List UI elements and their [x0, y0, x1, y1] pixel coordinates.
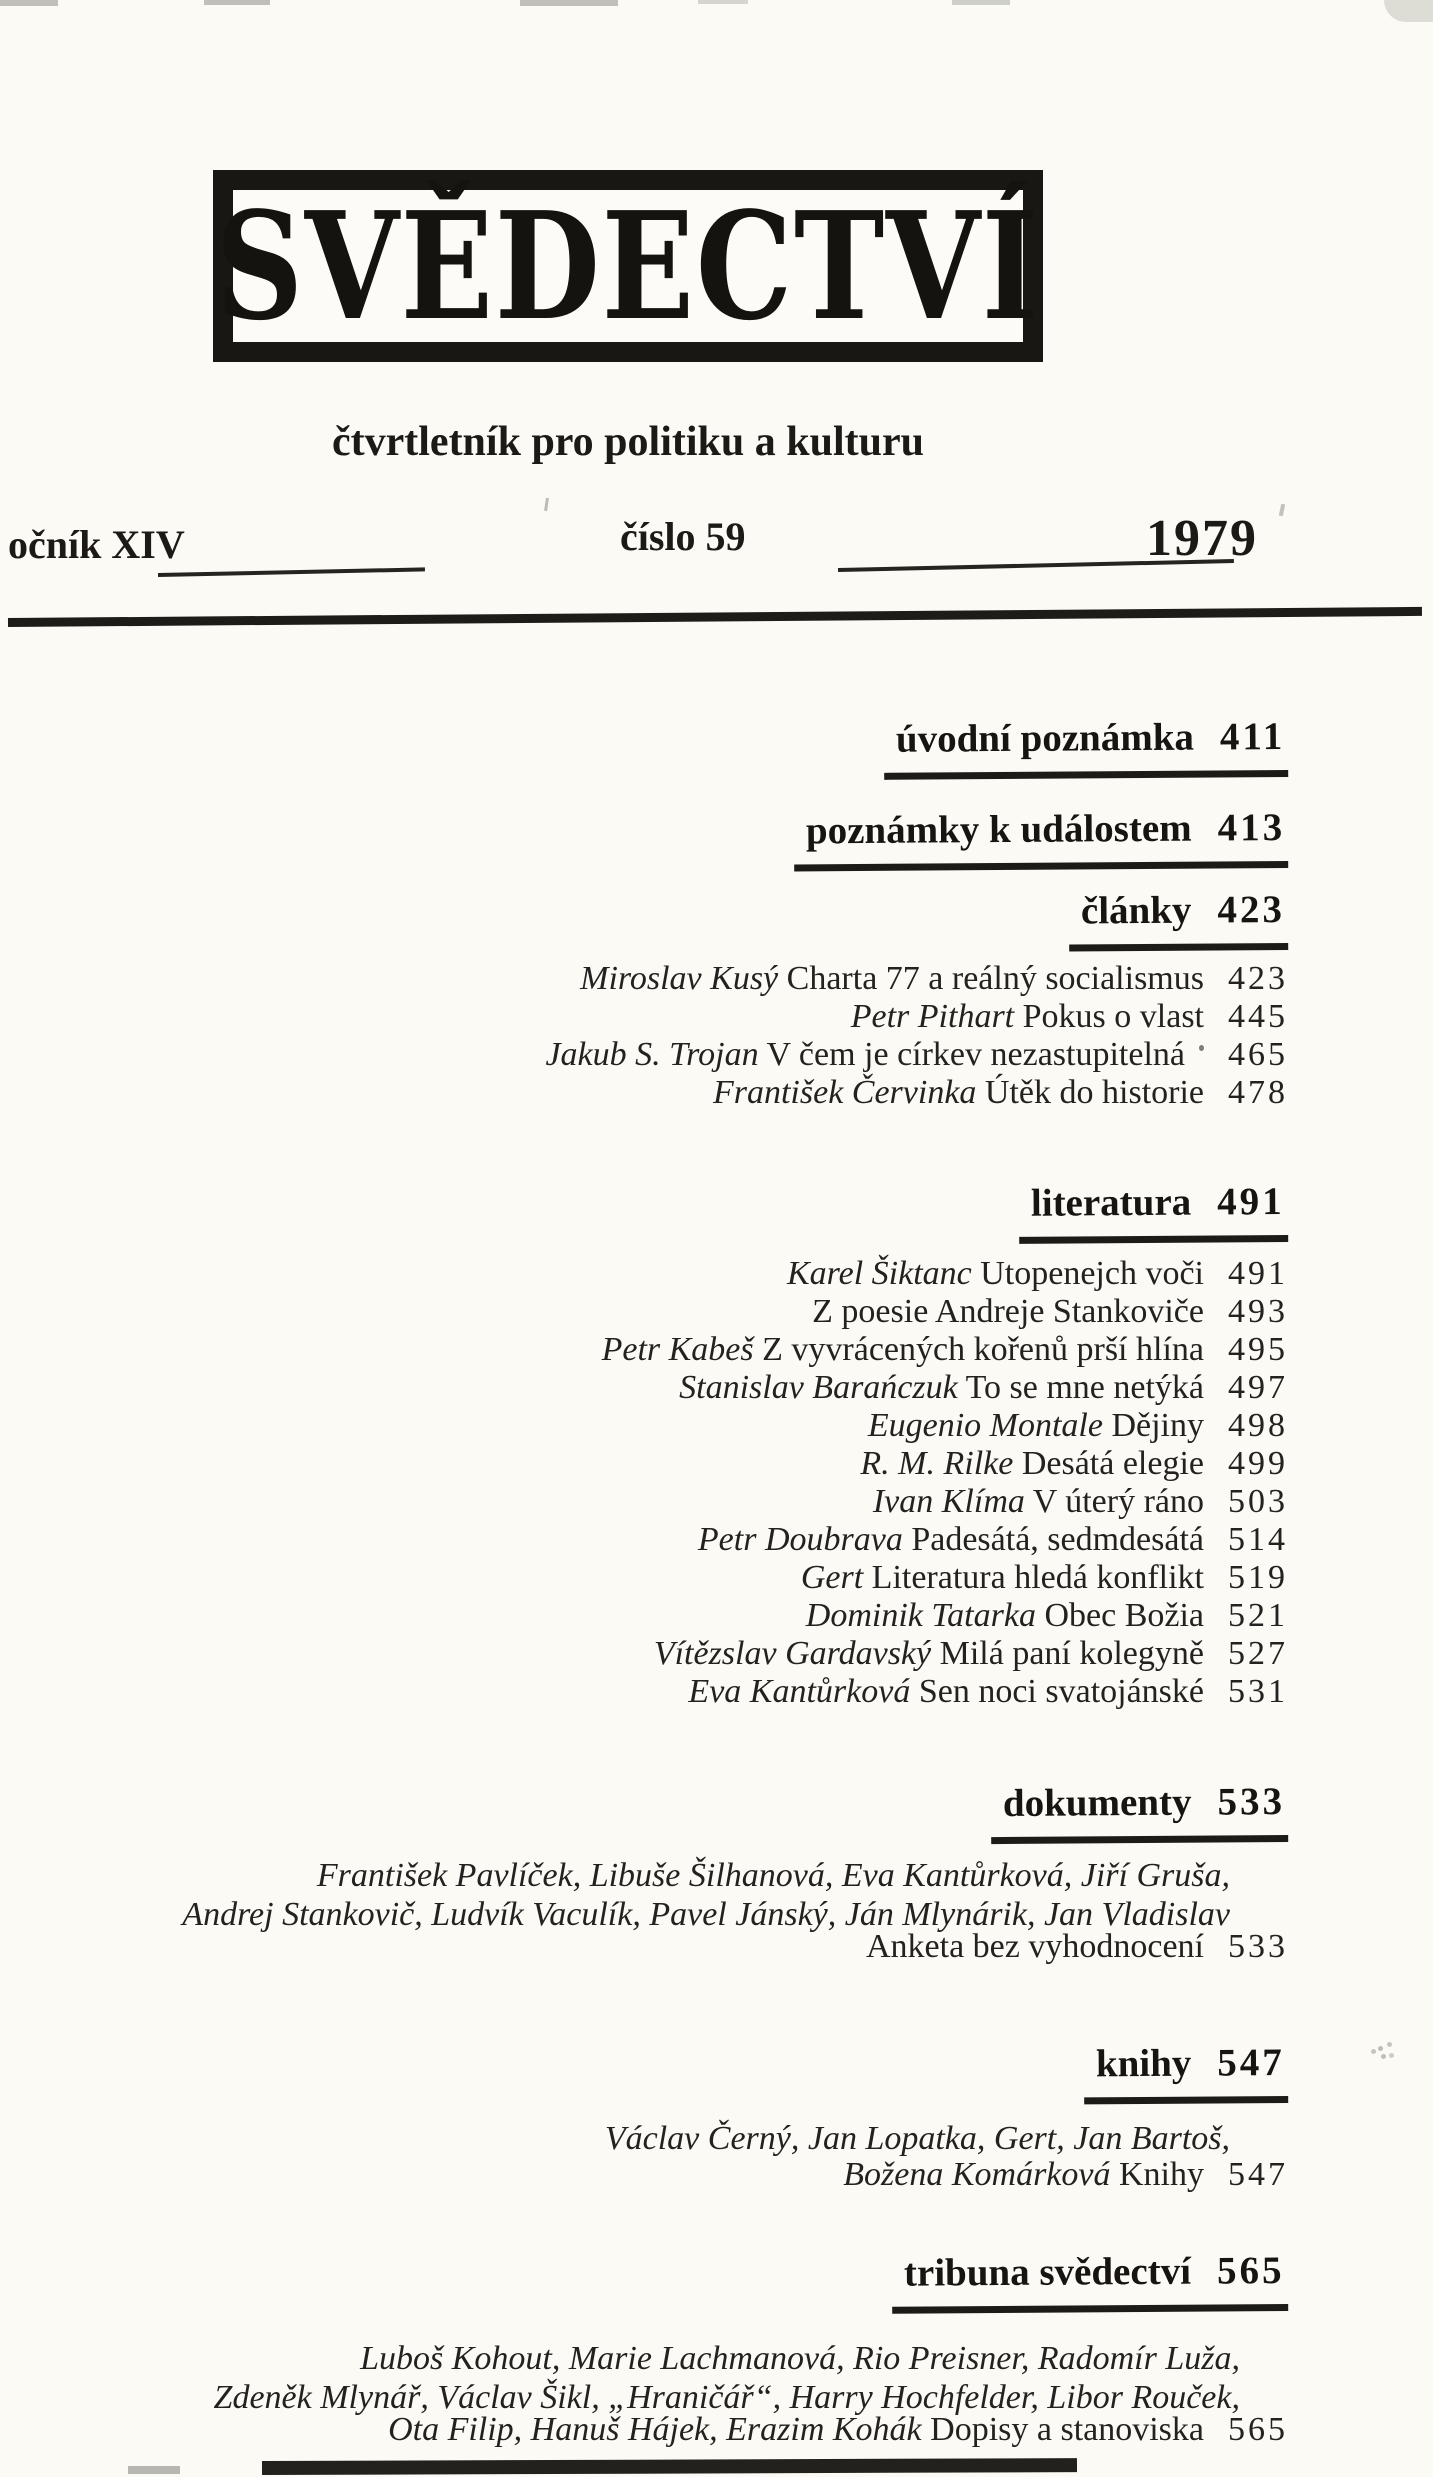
entry-page: 547 — [1228, 2156, 1288, 2193]
toc-entry — [0, 1331, 1288, 1369]
toc-entry — [0, 1635, 1288, 1673]
toc-entry — [0, 1255, 1288, 1293]
section-page: 413 — [1217, 806, 1286, 850]
entry-author: Ota Filip, Hanuš Hájek, Erazim Kohák — [388, 2411, 922, 2448]
entry-author: Stanislav Barańczuk — [679, 1369, 958, 1406]
entry-title: Utopenejch voči — [980, 1255, 1204, 1292]
entry-title: Pokus o vlast — [1022, 998, 1204, 1035]
scan-bottom-stub — [128, 2466, 180, 2474]
section-header-chip — [1069, 888, 1288, 952]
issue-year: 1979 — [1146, 510, 1258, 567]
section-header-chip — [1084, 2041, 1288, 2104]
author-line: Luboš Kohout, Marie Lachmanová, Rio Preisner, Radomír Luža, — [360, 2340, 1240, 2377]
issue-number-label: číslo 59 — [620, 514, 746, 559]
entry-author: Vítězslav Gardavský — [653, 1635, 932, 1672]
section-label: články — [1080, 888, 1192, 933]
entry-author: Petr Doubrava — [697, 1521, 903, 1558]
entry-page: 465 — [1228, 1036, 1288, 1073]
magazine-subtitle: čtvrtletník pro politiku a kulturu — [332, 419, 924, 465]
entry-title: Z poesie Andreje Stankoviče — [812, 1293, 1204, 1330]
entry-page: 519 — [1228, 1559, 1288, 1596]
section-label: literatura — [1031, 1180, 1192, 1225]
entry-author: Eva Kantůrková — [688, 1673, 911, 1710]
entry-title: Literatura hledá konflikt — [871, 1559, 1204, 1596]
section-page: 565 — [1217, 2249, 1286, 2293]
section-header-tribuna — [0, 2249, 1288, 2311]
entry-page: 445 — [1228, 998, 1288, 1035]
knihy-author-lines — [0, 2119, 1230, 2158]
entry-author: František Červinka — [712, 1074, 977, 1111]
section-page: 533 — [1217, 1780, 1286, 1824]
section-header-literatura — [0, 1180, 1288, 1242]
section-header-uvodni-poznamka — [0, 715, 1288, 777]
clanky-entries — [0, 960, 1288, 1112]
tribuna-author-lines — [0, 2339, 1240, 2417]
author-line: František Pavlíček, Libuše Šilhanová, Eva Kantůrková, Jiří Gruša, — [316, 1857, 1230, 1894]
tribuna-entry — [0, 2412, 1288, 2448]
section-label: úvodní poznámka — [895, 715, 1194, 761]
entry-author: Božena Komárková — [843, 2156, 1111, 2193]
section-header-poznamky — [0, 806, 1288, 868]
entry-author: Eugenio Montale — [867, 1407, 1103, 1444]
entry-page: 478 — [1228, 1074, 1288, 1111]
entry-page: 531 — [1228, 1673, 1288, 1710]
author-line: Zdeněk Mlynář, Václav Šikl, „Hraničář“, Harry Hochfelder, Libor Rouček, — [213, 2379, 1240, 2416]
entry-title: Anketa bez vyhodnocení — [866, 1928, 1204, 1965]
entry-title: V úterý ráno — [1032, 1483, 1204, 1520]
entry-page: 533 — [1228, 1928, 1288, 1965]
toc-entry — [0, 1483, 1288, 1521]
entry-title: Dopisy a stanoviska — [930, 2411, 1204, 2448]
toc-entry — [0, 1521, 1288, 1559]
entry-author: Karel Šiktanc — [786, 1255, 972, 1292]
scan-smudge — [1378, 2046, 1383, 2051]
knihy-entry — [0, 2157, 1288, 2193]
entry-title: Charta 77 a reálný socialismus — [786, 960, 1204, 997]
toc-entry — [0, 1445, 1288, 1483]
toc-entry — [0, 960, 1288, 998]
author-line: Andrej Stankovič, Ludvík Vaculík, Pavel Jánský, Ján Mlynárik, Jan Vladislav — [182, 1896, 1230, 1933]
entry-page: 491 — [1228, 1255, 1288, 1292]
toc-entry — [0, 1597, 1288, 1635]
entry-page: 497 — [1228, 1369, 1288, 1406]
entry-page: 527 — [1228, 1635, 1288, 1672]
section-page: 491 — [1217, 1180, 1286, 1224]
entry-page: 565 — [1228, 2411, 1288, 2448]
entry-page: 503 — [1228, 1483, 1288, 1520]
section-header-dokumenty — [0, 1780, 1288, 1842]
section-label: tribuna svědectví — [904, 2249, 1192, 2295]
section-header-chip — [883, 715, 1288, 780]
entry-title: Padesátá, sedmdesátá — [911, 1521, 1204, 1558]
section-label: dokumenty — [1002, 1780, 1192, 1825]
entry-page: 514 — [1228, 1521, 1288, 1558]
entry-title: Desátá elegie — [1021, 1445, 1204, 1482]
entry-title: Obec Božia — [1044, 1597, 1204, 1634]
section-header-chip — [1019, 1180, 1288, 1244]
entry-author: Miroslav Kusý — [580, 960, 779, 997]
entry-title: Dějiny — [1111, 1407, 1204, 1444]
scan-corner-smudge — [1384, 0, 1433, 22]
scan-bottom-bar — [262, 2458, 1077, 2475]
dokumenty-entry — [0, 1929, 1288, 1965]
entry-page: 423 — [1228, 960, 1288, 997]
entry-page: 499 — [1228, 1445, 1288, 1482]
entry-author: Dominik Tatarka — [805, 1597, 1036, 1634]
entry-page: 493 — [1228, 1293, 1288, 1330]
toc-entry — [0, 1074, 1288, 1112]
section-header-chip — [991, 1780, 1288, 1844]
volume-label: očník XIV — [8, 522, 185, 567]
section-header-knihy — [0, 2041, 1288, 2103]
magazine-title: SVĚDECTVÍ — [215, 179, 1041, 353]
section-page: 547 — [1217, 2041, 1286, 2085]
section-header-chip — [794, 806, 1289, 871]
entry-author: Petr Pithart — [850, 998, 1015, 1035]
toc-entry — [0, 1293, 1288, 1331]
entry-title: Milá paní kolegyně — [939, 1635, 1204, 1672]
toc-entry — [0, 998, 1288, 1036]
toc-entry — [0, 1673, 1288, 1711]
section-header-clanky — [0, 888, 1288, 950]
author-line: Václav Černý, Jan Lopatka, Gert, Jan Bartoš, — [604, 2120, 1230, 2157]
toc-entry — [0, 1369, 1288, 1407]
entry-page: 521 — [1228, 1597, 1288, 1634]
toc-entry — [0, 1559, 1288, 1597]
entry-title: To se mne netýká — [965, 1369, 1204, 1406]
section-label: knihy — [1095, 2041, 1192, 2086]
entry-author: Jakub S. Trojan — [545, 1036, 759, 1073]
entry-title: Sen noci svatojánské — [918, 1673, 1204, 1710]
entry-author: Petr Kabeš — [601, 1331, 754, 1368]
section-header-chip — [892, 2249, 1288, 2314]
dokumenty-author-lines — [0, 1856, 1230, 1934]
entry-title: Z vyvrácených kořenů prší hlína — [762, 1331, 1204, 1368]
section-page: 411 — [1219, 715, 1286, 759]
entry-page: 495 — [1228, 1331, 1288, 1368]
entry-author: R. M. Rilke — [860, 1445, 1014, 1482]
section-page: 423 — [1217, 888, 1286, 932]
entry-title: V čem je církev nezastupitelná — [766, 1036, 1185, 1073]
entry-title: Útěk do historie — [984, 1074, 1204, 1111]
entry-title: Knihy — [1119, 2156, 1204, 2193]
entry-author: Gert — [800, 1559, 864, 1596]
entry-author: Ivan Klíma — [872, 1483, 1025, 1520]
section-label: poznámky k událostem — [805, 806, 1192, 853]
entry-page: 498 — [1228, 1407, 1288, 1444]
literatura-entries — [0, 1255, 1288, 1711]
toc-entry — [0, 1407, 1288, 1445]
toc-entry — [0, 1036, 1288, 1074]
scan-artifact-dot — [1199, 1045, 1204, 1051]
